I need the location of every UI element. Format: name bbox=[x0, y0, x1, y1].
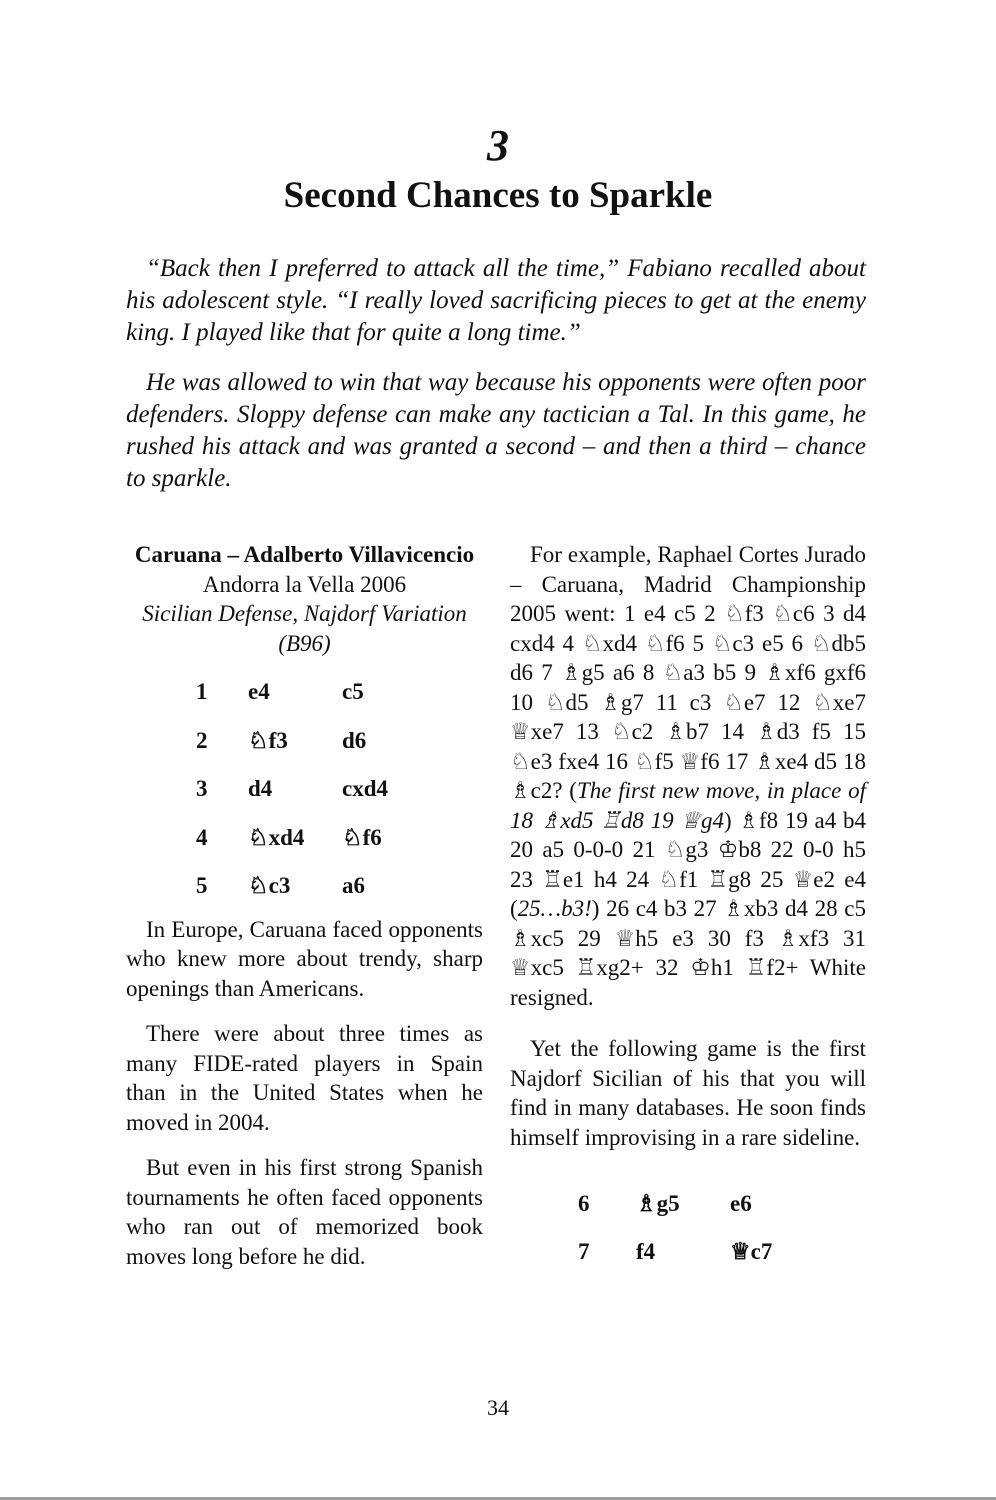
black-move: ♘f6 bbox=[342, 824, 382, 850]
move-row bbox=[196, 814, 422, 863]
black-move: c5 bbox=[342, 679, 364, 705]
chapter-title: Second Chances to Sparkle bbox=[283, 175, 713, 216]
move-row bbox=[196, 717, 422, 766]
black-move: e6 bbox=[730, 1191, 752, 1216]
black-move: cxd4 bbox=[342, 776, 388, 802]
white-move: ♘f3 bbox=[248, 727, 288, 753]
move-row bbox=[196, 668, 422, 717]
move-row bbox=[196, 862, 422, 911]
example-annotation-1: The first new move, in place of 18 ♗xd5 ♖d8 19 ♕g4 bbox=[510, 778, 866, 833]
white-move: f4 bbox=[636, 1239, 656, 1264]
right-column bbox=[510, 540, 866, 1276]
left-column bbox=[126, 540, 483, 1271]
paragraph-najdorf-intro: Yet the following game is the first Najdorf Sicilian of his that you will find in many databases. He soon finds himself improvising in a rare sideline. bbox=[510, 1036, 866, 1150]
move-number: 4 bbox=[196, 824, 208, 850]
example-text-3: ) 26 c4 b3 27 ♗xb3 d4 28 c5 ♗xc5 29 ♕h5 e3 30 f3 ♗xf3 31 ♕xc5 ♖xg2+ 32 ♔h1 ♖f2+ White resigned. bbox=[510, 896, 866, 1010]
game-event: Andorra la Vella 2006 bbox=[202, 571, 407, 597]
paragraph-fide-players: There were about three times as many FIDE-rated players in Spain than in the United States when he moved in 2004. bbox=[126, 1021, 483, 1135]
example-text-2: ) ♗f8 19 a4 b4 20 a5 0-0-0 21 ♘g3 ♔b8 22 0-0 h5 23 ♖e1 h4 24 ♘f1 ♖g8 25 ♕e2 e4 ( bbox=[510, 807, 866, 921]
white-move: ♘c3 bbox=[248, 873, 291, 899]
white-move: ♗g5 bbox=[636, 1191, 680, 1216]
example-text-1: For example, Raphael Cortes Jurado – Caruana, Madrid Championship 2005 went: 1 e4 c5 2 ♘f3 ♘c6 3 d4 cxd4 4 ♘xd4 ♘f6 5 ♘c3 e5 6 ♘db5 d6 7 ♗g5 a6 8 ♘a3 b5 9 ♗xf6 gxf6 10 ♘d5 ♗g7 11 c3 ♘e7 12 ♘xe7 ♕xe7 13 ♘c2 ♗b7 14 ♗d3 f5 15 ♘e3 fxe4 16 ♘f5 ♕f6 17 ♗xe4 d5 18 ♗c2? ( bbox=[510, 542, 866, 803]
white-move: e4 bbox=[248, 679, 270, 705]
paragraph-example-game bbox=[510, 540, 866, 1012]
white-move: d4 bbox=[248, 776, 273, 802]
move-number: 5 bbox=[196, 873, 208, 899]
intro-quote-paragraph: “Back then I preferred to attack all the time,” Fabiano recalled about his adolescent style. “I really loved sacrificing pieces to get at the enemy king. I played like that for quite a long time.” bbox=[126, 255, 866, 346]
move-number: 3 bbox=[196, 776, 208, 802]
game-players: Caruana – Adalberto Villavicencio bbox=[134, 542, 475, 567]
move-number: 1 bbox=[196, 679, 208, 705]
game-opening: Sicilian Defense, Najdorf Variation (B96) bbox=[142, 601, 467, 656]
black-move: ♕c7 bbox=[730, 1239, 773, 1264]
example-annotation-2: 25…b3! bbox=[517, 896, 592, 921]
move-number: 6 bbox=[578, 1191, 590, 1216]
black-move: a6 bbox=[342, 873, 365, 899]
intro-summary-paragraph: He was allowed to win that way because his opponents were often poor defenders. Sloppy defense can make any tactician a Tal. In this game, he rushed his attack and was granted a second – and then a third – chance to sparkle. bbox=[126, 369, 866, 492]
move-row bbox=[578, 1228, 810, 1276]
page-number: 34 bbox=[487, 1395, 509, 1420]
move-row bbox=[196, 765, 422, 814]
white-move: ♘xd4 bbox=[248, 824, 305, 850]
move-row bbox=[578, 1180, 810, 1228]
move-number: 2 bbox=[196, 727, 208, 753]
black-move: d6 bbox=[342, 727, 367, 753]
paragraph-europe: In Europe, Caruana faced opponents who knew more about trendy, sharp openings than Americans. bbox=[126, 916, 483, 1001]
chapter-number: 3 bbox=[487, 121, 509, 170]
moves-table-continued bbox=[578, 1180, 810, 1276]
move-number: 7 bbox=[578, 1239, 590, 1264]
moves-table bbox=[196, 668, 422, 911]
game-header bbox=[126, 540, 483, 658]
paragraph-spanish-tournaments: But even in his first strong Spanish tournaments he often faced opponents who ran out of memorized book moves long before he did. bbox=[126, 1155, 483, 1269]
